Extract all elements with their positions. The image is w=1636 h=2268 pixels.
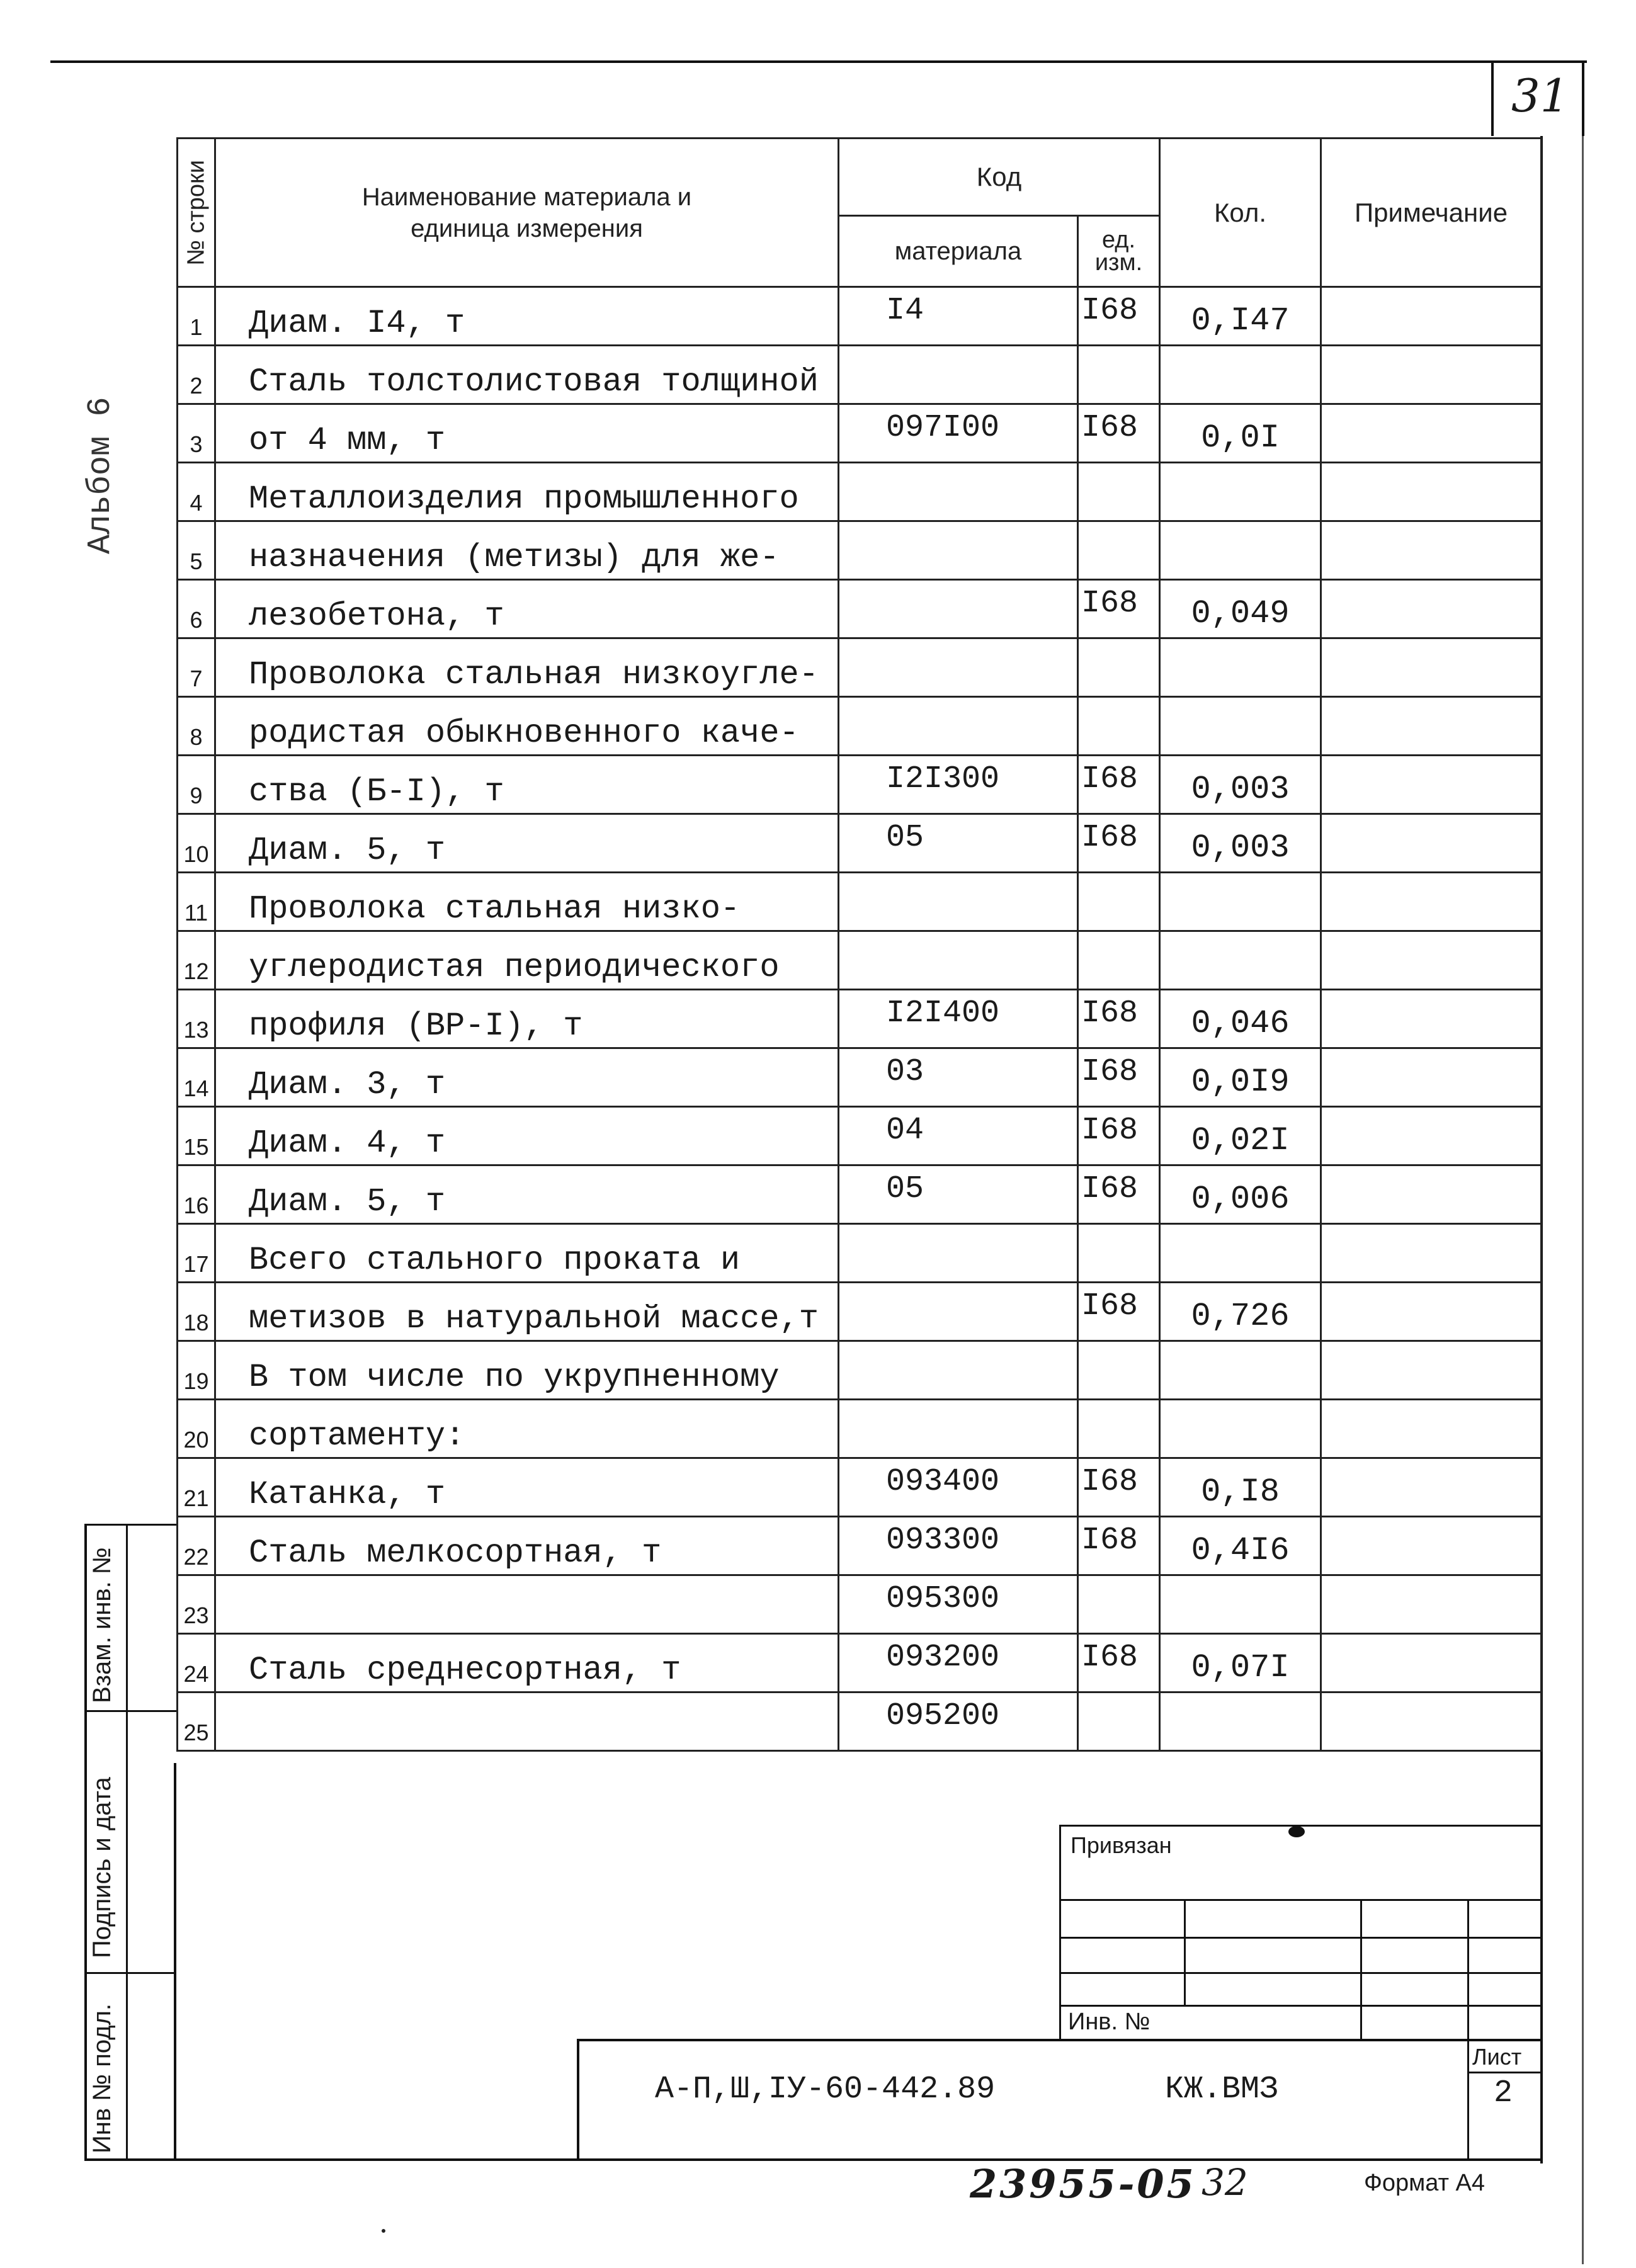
material-name: Всего стального проката и — [215, 1224, 839, 1283]
table-row — [178, 1517, 1542, 1575]
row-number: 21 — [178, 1458, 215, 1517]
note — [1321, 1283, 1542, 1341]
stamp-top — [577, 2039, 1542, 2041]
tb-ink-dot — [1288, 1826, 1305, 1837]
material-code: 093200 — [839, 1634, 1078, 1692]
material-name: Диам. 5, т — [215, 1165, 839, 1224]
table-row — [178, 697, 1542, 756]
material-name: от 4 мм, т — [215, 404, 839, 463]
note — [1321, 521, 1542, 580]
table-row — [178, 1283, 1542, 1341]
footer-dot — [382, 2229, 385, 2233]
row-number: 18 — [178, 1283, 215, 1341]
quantity: 0,4I6 — [1160, 1517, 1321, 1575]
unit-code: I68 — [1078, 287, 1160, 346]
row-number: 10 — [178, 814, 215, 873]
header-code: Код — [839, 139, 1160, 216]
material-code: I2I400 — [839, 990, 1078, 1048]
unit-code: I68 — [1078, 1458, 1160, 1517]
table-row — [178, 873, 1542, 931]
unit-code: I68 — [1078, 1283, 1160, 1341]
table-row — [178, 521, 1542, 580]
table-row — [178, 1634, 1542, 1692]
row-number: 25 — [178, 1692, 215, 1751]
stamp-sheet-div — [1467, 2072, 1542, 2073]
material-name: Диам. I4, т — [215, 287, 839, 346]
unit-code: I68 — [1078, 1107, 1160, 1165]
row-number: 17 — [178, 1224, 215, 1283]
material-name: Сталь мелкосортная, т — [215, 1517, 839, 1575]
row-number: 8 — [178, 697, 215, 756]
row-number: 11 — [178, 873, 215, 931]
unit-code: I68 — [1078, 756, 1160, 814]
material-name: Диам. 3, т — [215, 1048, 839, 1107]
side-podpis-data: Подпись и дата — [88, 1777, 116, 1958]
unit-code: I68 — [1078, 404, 1160, 463]
tb-row3 — [1059, 1972, 1542, 1974]
quantity: 0,0I — [1160, 404, 1321, 463]
material-name: Металлоизделия промышленного — [215, 463, 839, 521]
row-number: 2 — [178, 346, 215, 404]
material-code — [839, 521, 1078, 580]
header-name-line1: Наименование материала и — [361, 183, 692, 211]
quantity: 0,02I — [1160, 1107, 1321, 1165]
note — [1321, 580, 1542, 638]
header-name — [215, 139, 839, 287]
table-row — [178, 1165, 1542, 1224]
note — [1321, 1107, 1542, 1165]
material-name: родистая обыкновенного каче- — [215, 697, 839, 756]
frame-bottom — [84, 2158, 1543, 2161]
header-name-line2: единица измерения — [411, 214, 643, 242]
note — [1321, 638, 1542, 697]
material-name — [215, 1575, 839, 1634]
note — [1321, 463, 1542, 521]
unit-code: I68 — [1078, 1048, 1160, 1107]
unit-code: I68 — [1078, 1634, 1160, 1692]
table-row — [178, 346, 1542, 404]
table-body — [178, 287, 1542, 1751]
row-number: 22 — [178, 1517, 215, 1575]
unit-code — [1078, 1224, 1160, 1283]
top-rule — [50, 60, 1587, 63]
footer-archive-no: 23955-05 — [970, 2161, 1196, 2207]
table-row — [178, 1458, 1542, 1517]
material-code: I4 — [839, 287, 1078, 346]
header-qty: Кол. — [1160, 139, 1321, 287]
stamp-sheet-no: 2 — [1494, 2075, 1513, 2111]
row-number: 19 — [178, 1341, 215, 1400]
table-row — [178, 814, 1542, 873]
tb-row1 — [1059, 1899, 1542, 1901]
material-name: назначения (метизы) для же- — [215, 521, 839, 580]
unit-code: I68 — [1078, 814, 1160, 873]
unit-code: I68 — [1078, 580, 1160, 638]
material-code: I2I300 — [839, 756, 1078, 814]
material-name: углеродистая периодического — [215, 931, 839, 990]
material-name: Проволока стальная низко- — [215, 873, 839, 931]
note — [1321, 873, 1542, 931]
note — [1321, 1400, 1542, 1458]
stamp-sheet-left — [1467, 2039, 1469, 2160]
material-code — [839, 697, 1078, 756]
table-row — [178, 1107, 1542, 1165]
header-unit-line1: ед. — [1101, 227, 1136, 253]
quantity — [1160, 1692, 1321, 1751]
note — [1321, 990, 1542, 1048]
material-code — [839, 931, 1078, 990]
material-name — [215, 1692, 839, 1751]
quantity — [1160, 521, 1321, 580]
footer-format: Формат А4 — [1364, 2170, 1485, 2196]
tb-col2 — [1360, 1899, 1362, 2039]
tb-col1 — [1184, 1899, 1186, 2005]
unit-code — [1078, 1341, 1160, 1400]
row-number: 5 — [178, 521, 215, 580]
row-number: 15 — [178, 1107, 215, 1165]
unit-code — [1078, 697, 1160, 756]
stamp-doc-code: А-П,Ш,IУ-60-442.89 — [655, 2072, 996, 2107]
material-code — [839, 1283, 1078, 1341]
table-row — [178, 1400, 1542, 1458]
quantity: 0,I8 — [1160, 1458, 1321, 1517]
note — [1321, 1517, 1542, 1575]
album-label: Альбом 6 — [82, 397, 119, 554]
side-stamp-outer-left — [84, 1524, 87, 2160]
material-code — [839, 580, 1078, 638]
row-number: 16 — [178, 1165, 215, 1224]
table-row — [178, 1341, 1542, 1400]
row-number: 12 — [178, 931, 215, 990]
tb-col3 — [1467, 1899, 1469, 2039]
material-code: 093400 — [839, 1458, 1078, 1517]
page-number-box-left — [1491, 60, 1494, 136]
material-name: Катанка, т — [215, 1458, 839, 1517]
material-code — [839, 638, 1078, 697]
side-stamp-div1 — [84, 1710, 176, 1712]
unit-code — [1078, 463, 1160, 521]
side-stamp-top — [84, 1524, 176, 1526]
row-number: 1 — [178, 287, 215, 346]
material-code: 03 — [839, 1048, 1078, 1107]
material-code: 05 — [839, 814, 1078, 873]
note — [1321, 404, 1542, 463]
row-number: 23 — [178, 1575, 215, 1634]
table-row — [178, 756, 1542, 814]
side-inv-podl: Инв № подл. — [88, 2003, 116, 2153]
material-name: сортаменту: — [215, 1400, 839, 1458]
row-number: 13 — [178, 990, 215, 1048]
material-name: ства (Б-I), т — [215, 756, 839, 814]
material-code — [839, 463, 1078, 521]
quantity: 0,003 — [1160, 814, 1321, 873]
quantity — [1160, 931, 1321, 990]
quantity: 0,I47 — [1160, 287, 1321, 346]
note — [1321, 1575, 1542, 1634]
material-code: 095300 — [839, 1575, 1078, 1634]
note — [1321, 287, 1542, 346]
frame-right-outer — [1582, 136, 1584, 2264]
quantity: 0,726 — [1160, 1283, 1321, 1341]
note — [1321, 814, 1542, 873]
material-name: Сталь толстолистовая толщиной — [215, 346, 839, 404]
tb-inv-no: Инв. № — [1068, 2009, 1150, 2035]
row-number: 4 — [178, 463, 215, 521]
material-code: 04 — [839, 1107, 1078, 1165]
table-row — [178, 1224, 1542, 1283]
side-vzam-inv: Взам. инв. № — [88, 1547, 116, 1703]
table-row — [178, 1048, 1542, 1107]
note — [1321, 1458, 1542, 1517]
quantity — [1160, 1400, 1321, 1458]
page-number-box-right — [1582, 60, 1584, 136]
material-code: 097I00 — [839, 404, 1078, 463]
quantity: 0,07I — [1160, 1634, 1321, 1692]
material-name: Сталь среднесортная, т — [215, 1634, 839, 1692]
side-stamp-div2 — [84, 1972, 176, 1974]
quantity: 0,049 — [1160, 580, 1321, 638]
note — [1321, 931, 1542, 990]
table-row — [178, 931, 1542, 990]
material-code — [839, 1224, 1078, 1283]
note — [1321, 1341, 1542, 1400]
material-code — [839, 873, 1078, 931]
material-code — [839, 346, 1078, 404]
quantity — [1160, 697, 1321, 756]
unit-code — [1078, 346, 1160, 404]
frame-left — [174, 1763, 176, 2160]
note — [1321, 1165, 1542, 1224]
row-number: 9 — [178, 756, 215, 814]
row-number: 20 — [178, 1400, 215, 1458]
row-number: 3 — [178, 404, 215, 463]
table-row — [178, 1575, 1542, 1634]
material-name: В том числе по укрупненному — [215, 1341, 839, 1400]
stamp-mark: КЖ.ВМЗ — [1165, 2072, 1279, 2107]
unit-code — [1078, 931, 1160, 990]
material-name: профиля (ВР-I), т — [215, 990, 839, 1048]
quantity: 0,003 — [1160, 756, 1321, 814]
unit-code — [1078, 638, 1160, 697]
tb-privyazan-left — [1059, 1825, 1061, 2039]
row-number: 7 — [178, 638, 215, 697]
header-code-unit — [1078, 216, 1160, 287]
note — [1321, 697, 1542, 756]
material-name: Диам. 4, т — [215, 1107, 839, 1165]
note — [1321, 1692, 1542, 1751]
row-number: 14 — [178, 1048, 215, 1107]
row-number: 24 — [178, 1634, 215, 1692]
note — [1321, 346, 1542, 404]
stamp-sheet-label: Лист — [1472, 2044, 1522, 2070]
material-code: 093300 — [839, 1517, 1078, 1575]
table-row — [178, 404, 1542, 463]
table-row — [178, 463, 1542, 521]
tb-privyazan: Привязан — [1071, 1832, 1172, 1858]
material-name: лезобетона, т — [215, 580, 839, 638]
tb-row2 — [1059, 1937, 1542, 1939]
unit-code: I68 — [1078, 990, 1160, 1048]
footer-page-no: 32 — [1201, 2161, 1248, 2204]
row-number: 6 — [178, 580, 215, 638]
page-number: 31 — [1511, 69, 1569, 122]
unit-code — [1078, 521, 1160, 580]
material-code — [839, 1341, 1078, 1400]
quantity — [1160, 1224, 1321, 1283]
unit-code: I68 — [1078, 1517, 1160, 1575]
quantity — [1160, 1341, 1321, 1400]
material-code — [839, 1400, 1078, 1458]
table-row — [178, 580, 1542, 638]
materials-table — [176, 137, 1542, 1752]
material-name: Диам. 5, т — [215, 814, 839, 873]
note — [1321, 1224, 1542, 1283]
header-row-no: № строки — [178, 139, 215, 287]
quantity — [1160, 346, 1321, 404]
header-unit-line2: изм. — [1094, 249, 1143, 276]
material-name: метизов в натуральной массе,т — [215, 1283, 839, 1341]
table-row — [178, 287, 1542, 346]
material-name: Проволока стальная низкоугле- — [215, 638, 839, 697]
note — [1321, 756, 1542, 814]
table-row — [178, 1692, 1542, 1751]
header-code-material: материала — [839, 216, 1078, 287]
tb-row4 — [1059, 2005, 1542, 2007]
stamp-left — [577, 2039, 579, 2160]
quantity: 0,0I9 — [1160, 1048, 1321, 1107]
unit-code — [1078, 1692, 1160, 1751]
quantity — [1160, 638, 1321, 697]
quantity — [1160, 463, 1321, 521]
quantity — [1160, 1575, 1321, 1634]
table-row — [178, 638, 1542, 697]
quantity — [1160, 873, 1321, 931]
table-row — [178, 990, 1542, 1048]
material-code: 05 — [839, 1165, 1078, 1224]
quantity: 0,046 — [1160, 990, 1321, 1048]
header-note: Примечание — [1321, 139, 1542, 287]
unit-code: I68 — [1078, 1165, 1160, 1224]
unit-code — [1078, 873, 1160, 931]
quantity: 0,006 — [1160, 1165, 1321, 1224]
note — [1321, 1634, 1542, 1692]
note — [1321, 1048, 1542, 1107]
side-stamp-inner — [126, 1524, 128, 2160]
unit-code — [1078, 1575, 1160, 1634]
unit-code — [1078, 1400, 1160, 1458]
material-code: 095200 — [839, 1692, 1078, 1751]
